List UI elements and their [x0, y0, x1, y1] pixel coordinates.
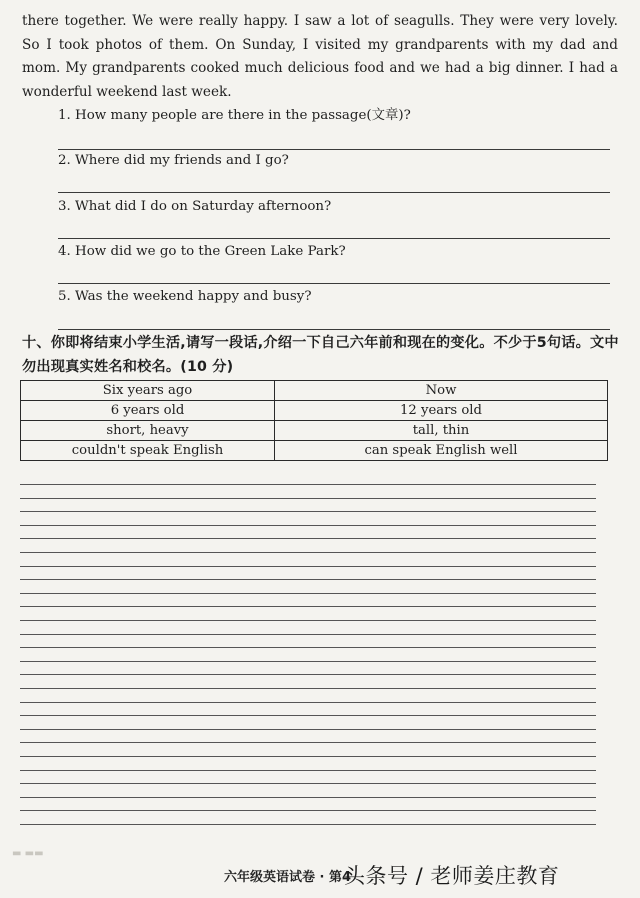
table-cell: short, heavy — [21, 421, 275, 441]
question-1: 1. How many people are there in the passage(文章)? — [58, 108, 411, 123]
writing-line[interactable] — [20, 702, 596, 703]
header-six-years-ago: Six years ago — [21, 381, 275, 401]
writing-line[interactable] — [20, 498, 596, 499]
writing-line[interactable] — [20, 593, 596, 594]
section-ten-heading: 十、你即将结束小学生活,请写一段话,介绍一下自己六年前和现在的变化。不少于5句话。文中勿出现真实姓名和校名。(10 分) — [22, 335, 619, 375]
question-2: 2. Where did my friends and I go? — [58, 153, 289, 168]
watermark: 头条号 / 老师姜庄教育 — [344, 864, 560, 888]
writing-line[interactable] — [20, 552, 596, 553]
writing-line[interactable] — [20, 729, 596, 730]
writing-line[interactable] — [20, 674, 596, 675]
question-3: 3. What did I do on Saturday afternoon? — [58, 199, 332, 214]
writing-area[interactable] — [20, 0, 608, 898]
writing-line[interactable] — [20, 525, 596, 526]
question-4: 4. How did we go to the Green Lake Park? — [58, 244, 346, 259]
writing-line[interactable] — [20, 797, 596, 798]
table-cell: couldn't speak English — [21, 441, 275, 461]
passage-text: there together. We were really happy. I saw a lot of seagulls. They were very lovely. So I took photos of them. On Sunday, I visited my grandparents with my dad and mom. My grandparents cooked much delicious food and we had a big dinner. I had a wonderful weekend last week. — [22, 13, 618, 100]
header-now: Now — [275, 381, 608, 401]
page-footer — [0, 862, 640, 892]
writing-line[interactable] — [20, 606, 596, 607]
table-cell: 6 years old — [21, 401, 275, 421]
writing-line[interactable] — [20, 715, 596, 716]
writing-line[interactable] — [20, 661, 596, 662]
table-cell: 12 years old — [275, 401, 608, 421]
page-label: 六年级英语试卷 · 第4 — [224, 870, 352, 885]
question-5: 5. Was the weekend happy and busy? — [58, 289, 312, 304]
writing-line[interactable] — [20, 538, 596, 539]
writing-line[interactable] — [20, 566, 596, 567]
writing-line[interactable] — [20, 634, 596, 635]
writing-line[interactable] — [20, 579, 596, 580]
writing-line[interactable] — [20, 824, 596, 825]
table-cell: tall, thin — [275, 421, 608, 441]
writing-line[interactable] — [20, 484, 596, 485]
writing-line[interactable] — [20, 647, 596, 648]
scan-smudge: ▬ ▬▬ — [12, 848, 44, 859]
writing-line[interactable] — [20, 620, 596, 621]
writing-line[interactable] — [20, 742, 596, 743]
writing-line[interactable] — [20, 770, 596, 771]
writing-line[interactable] — [20, 810, 596, 811]
writing-line[interactable] — [20, 688, 596, 689]
writing-line[interactable] — [20, 511, 596, 512]
writing-line[interactable] — [20, 783, 596, 784]
writing-line[interactable] — [20, 756, 596, 757]
table-cell: can speak English well — [275, 441, 608, 461]
